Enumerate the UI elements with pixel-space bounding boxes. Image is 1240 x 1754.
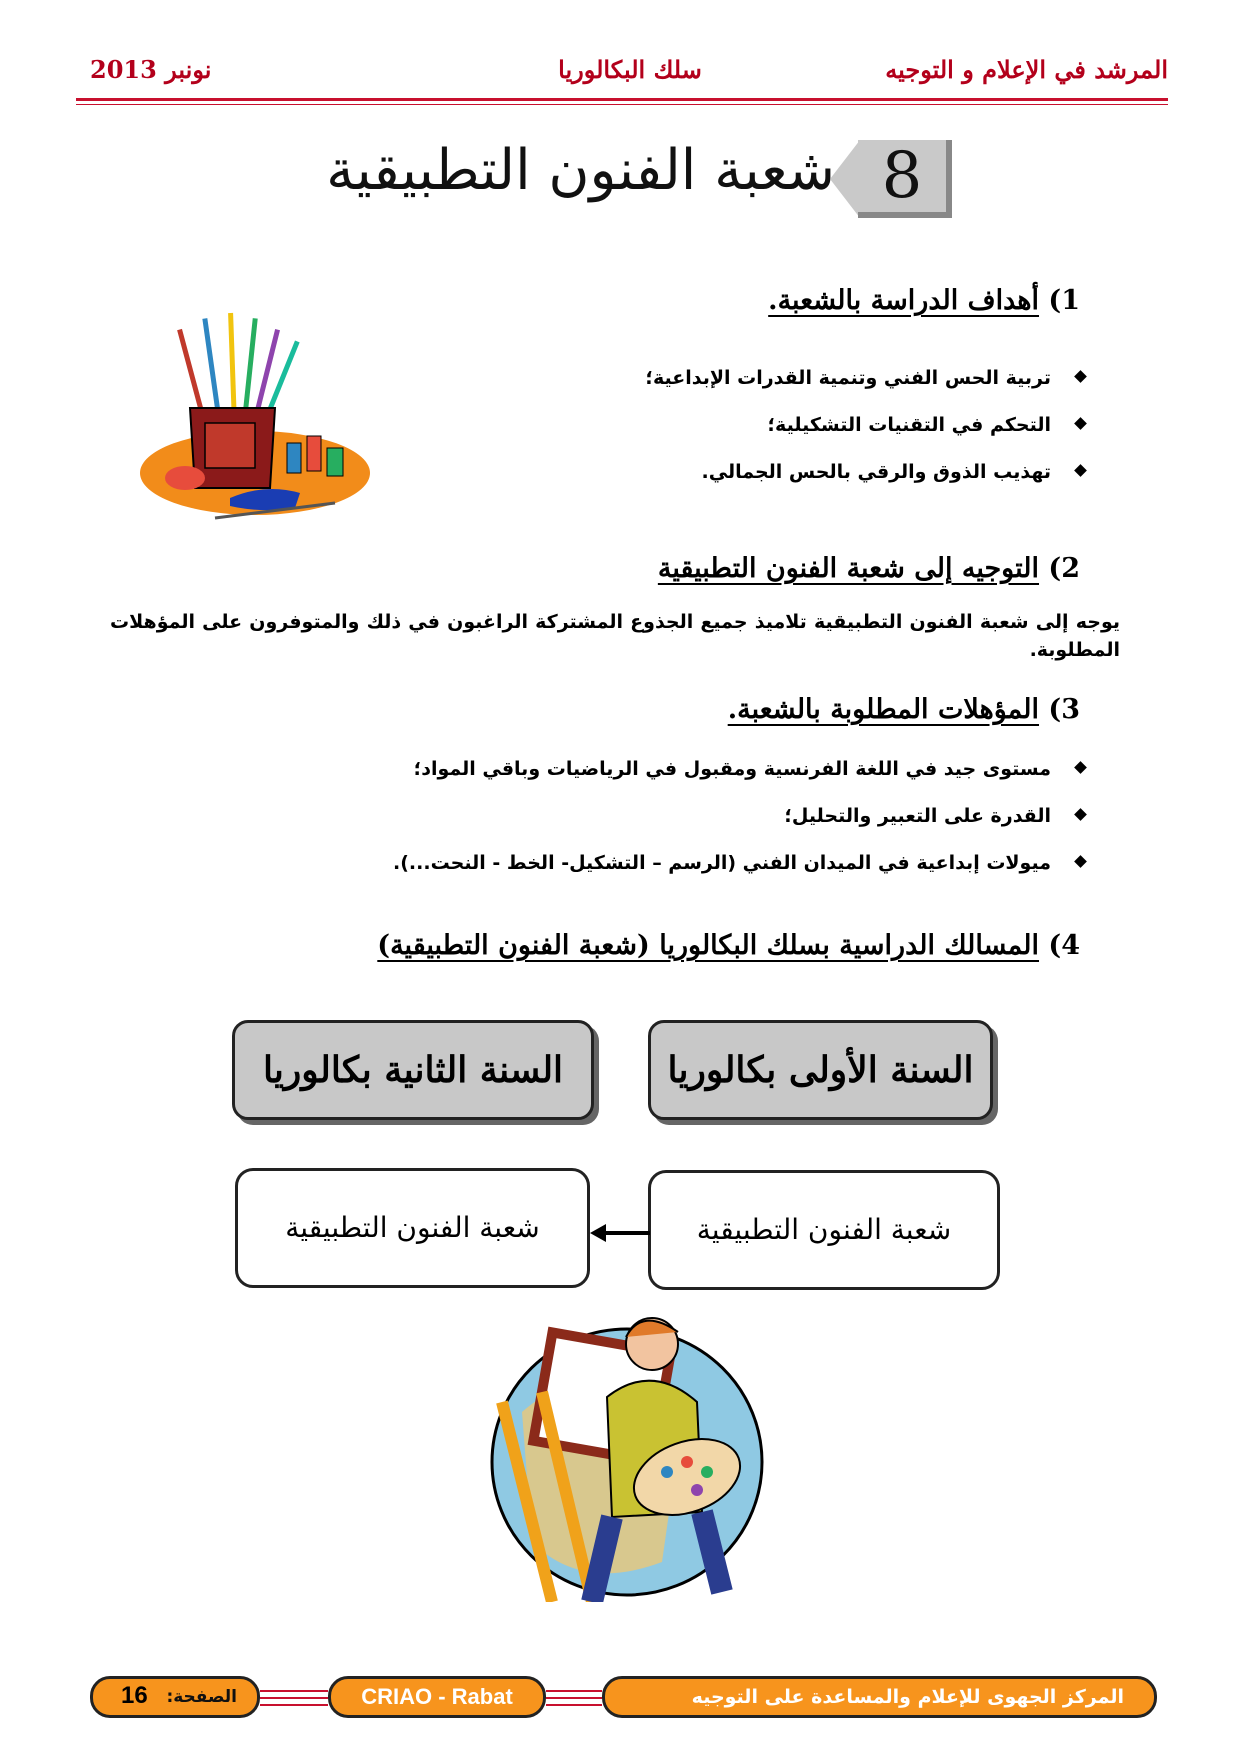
header-rule-thin [76, 104, 1168, 105]
section-2-paragraph: يوجه إلى شعبة الفنون التطبيقية تلاميذ جميع الجذوع المشتركة الراغبون في ذلك والمتوفرون على المؤهلات المطلوبة. [110, 611, 1120, 661]
footer-line [546, 1697, 602, 1699]
footer-line [546, 1690, 602, 1692]
arrow-left-icon [588, 1220, 652, 1246]
bullet-icon [1074, 464, 1087, 477]
section-2-title: التوجيه إلى شعبة الفنون التطبيقية [657, 553, 1040, 584]
section-1-number: 1) [1048, 285, 1080, 316]
year-2-track-box: شعبة الفنون التطبيقية [235, 1168, 590, 1288]
section-2-heading [658, 553, 1080, 584]
header-title: المرشد في الإعلام و التوجيه [885, 55, 1168, 84]
header-rule [76, 98, 1168, 101]
list-item: القدرة على التعبير والتحليل؛ [393, 801, 1085, 848]
page-title: شعبة الفنون التطبيقية [326, 138, 835, 203]
footer-line [546, 1704, 602, 1706]
section-3-number: 3) [1048, 694, 1080, 725]
bullet-icon [1074, 855, 1087, 868]
footer-org-code: CRIAO - Rabat [328, 1676, 546, 1718]
section-4-number: 4) [1048, 930, 1080, 961]
list-item: ميولات إبداعية في الميدان الفني (الرسم – التشكيل- الخط - النحت...). [393, 848, 1085, 895]
footer-line [260, 1690, 328, 1692]
list-item: تربية الحس الفني وتنمية القدرات الإبداعية؛ [645, 363, 1085, 410]
footer-page-label: الصفحة: [166, 1687, 237, 1707]
year-1-box: السنة الأولى بكالوريا [648, 1020, 993, 1120]
title-badge-arrow [830, 140, 860, 218]
section-4-title: المسالك الدراسية بسلك البكالوريا (شعبة الفنون التطبيقية) [377, 930, 1040, 961]
painter-illustration [482, 1302, 772, 1602]
footer-org-name: المركز الجهوى للإعلام والمساعدة على التوجيه [602, 1676, 1157, 1718]
bullet-icon [1074, 761, 1087, 774]
title-number-badge: 8 [858, 140, 952, 218]
section-3-title: المؤهلات المطلوبة بالشعبة. [727, 694, 1040, 725]
list-item: تهذيب الذوق والرقي بالحس الجمالي. [645, 457, 1085, 504]
section-3-heading [728, 694, 1080, 725]
footer-page-number: 16 [121, 1682, 148, 1709]
header-date: نونبر 2013 [90, 55, 212, 84]
list-item: التحكم في التقنيات التشكيلية؛ [645, 410, 1085, 457]
section-1-heading [768, 285, 1080, 316]
list-item: مستوى جيد في اللغة الفرنسية ومقبول في الرياضيات وباقي المواد؛ [393, 754, 1085, 801]
bullet-icon [1074, 370, 1087, 383]
footer-line [260, 1704, 328, 1706]
bullet-icon [1074, 417, 1087, 430]
section-1-title: أهداف الدراسة بالشعبة. [768, 285, 1040, 316]
section-1-list [645, 363, 1085, 504]
year-1-track-box: شعبة الفنون التطبيقية [648, 1170, 1000, 1290]
bullet-icon [1074, 808, 1087, 821]
year-2-box: السنة الثانية بكالوريا [232, 1020, 594, 1120]
footer-page-box [90, 1676, 260, 1718]
section-2-number: 2) [1048, 553, 1080, 584]
section-4-heading [377, 930, 1080, 961]
header-center: سلك البكالوريا [558, 55, 702, 84]
paint-supplies-illustration [135, 308, 375, 523]
footer-line [260, 1697, 328, 1699]
section-3-list [393, 754, 1085, 895]
